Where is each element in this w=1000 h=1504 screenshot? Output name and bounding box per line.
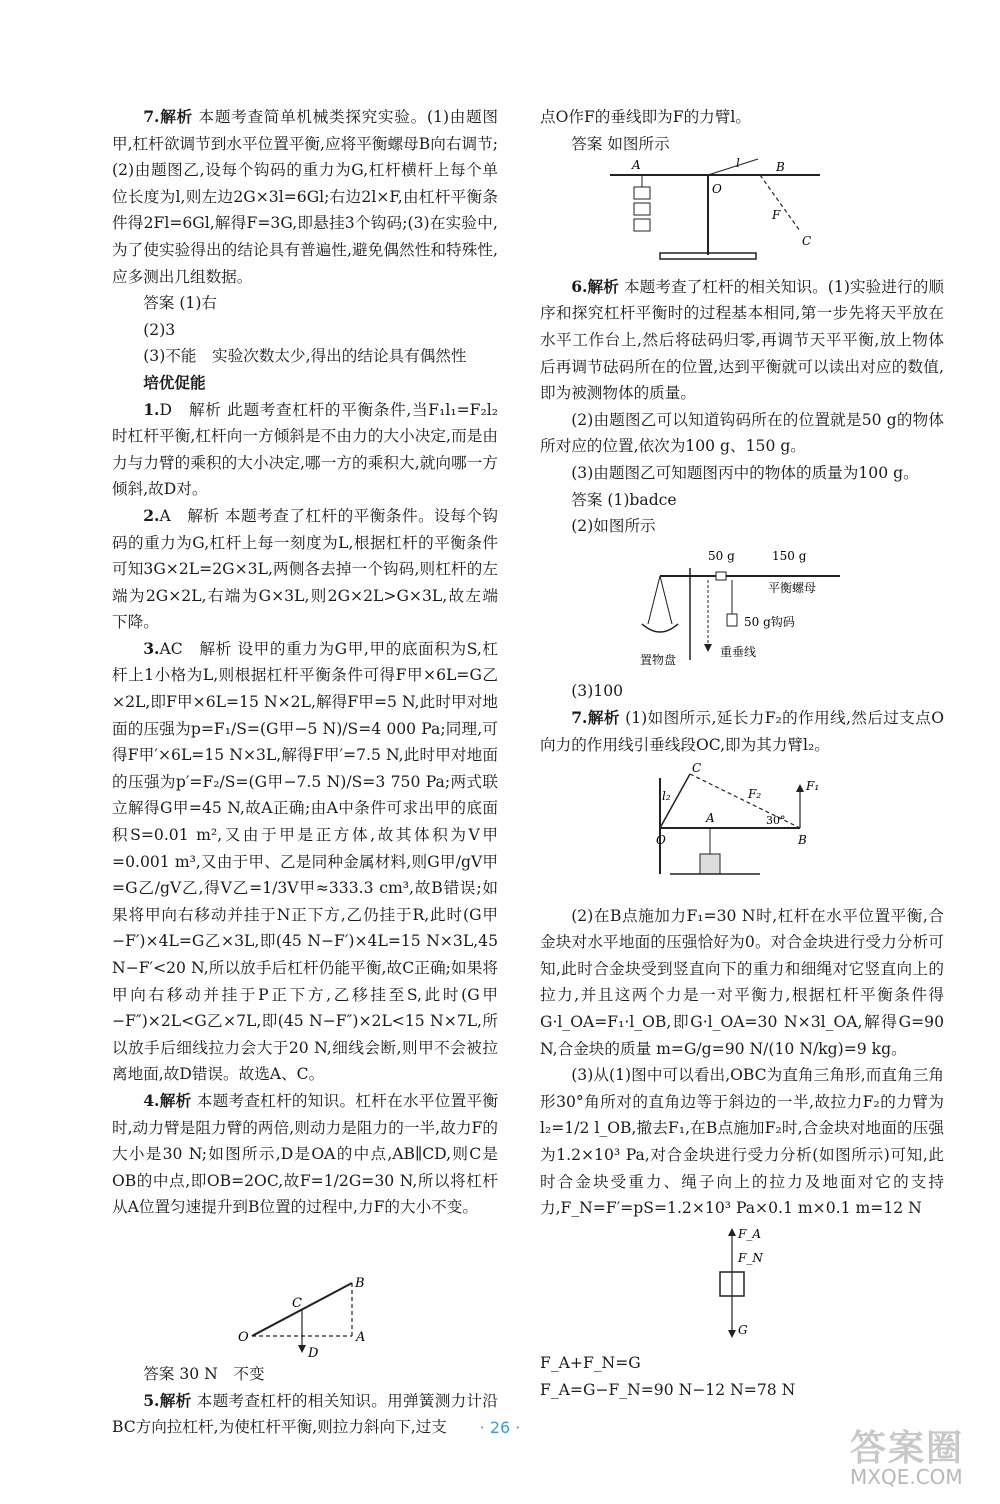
equation-2: F_A=G−F_N=90 N−12 N=78 N xyxy=(540,1381,796,1399)
svg-text:A: A xyxy=(706,811,715,826)
svg-text:F: F xyxy=(772,208,781,223)
q6-paragraph: 6.解析 本题考查了杠杆的相关知识。(1)实验进行的顺序和探究杠杆平衡时的过程基本相同,第一步先将天平放在水平工作台上,然后将砝码归零,再调节天平平衡,放上物体后再调节砝码所在的位置,达到平衡就可以读出对应的数值,即为被测物体的质量。 xyxy=(540,276,944,403)
svg-text:150 g: 150 g xyxy=(772,548,807,563)
lever-stand-figure xyxy=(540,157,944,265)
arm-line xyxy=(708,159,758,175)
force-diagram xyxy=(540,1222,944,1342)
q7-paragraph-3: (3)从(1)图中可以看出,OBC为直角三角形,而直角三角形30°角所对的直角边等于斜边的一半,故拉力F₂的力臂为l₂=1/2 l_OB,撤去F₁,在B点施加F₂时,合金块对地面的压强为1.2×10³ Pa,对合金块进行受力分析(如图所示)可知,此时合金块受重力、绳子向上的拉力及地面对它的支持力,F_N=F′=pS=1.2×10³ Pa×0.1 m×0.1 m=12 N xyxy=(540,1066,944,1218)
svg-text:F_A: F_A xyxy=(738,1226,761,1241)
q6-paragraph-2: (2)由题图乙可以知道钩码所在的位置就是50 g的物体所对应的位置,依次为100 g、150 g。 xyxy=(540,410,944,456)
page-number: · 26 · xyxy=(479,1418,521,1437)
balance-figure xyxy=(540,540,944,670)
q4-answer: 答案 30 N 不变 xyxy=(143,1364,265,1383)
q7-answer-2: (2)3 xyxy=(143,320,176,339)
rider xyxy=(716,572,726,580)
q6-answer-2: (2)如图所示 xyxy=(571,517,656,536)
weight-2 xyxy=(634,203,650,215)
svg-text:D: D xyxy=(308,1345,319,1361)
svg-text:平衡螺母: 平衡螺母 xyxy=(768,580,817,595)
svg-text:30°: 30° xyxy=(766,814,786,828)
svg-text:l: l xyxy=(736,157,740,171)
svg-text:O: O xyxy=(238,1329,249,1345)
g-arrowhead xyxy=(728,1330,736,1338)
svg-text:C: C xyxy=(692,761,702,776)
q6-answer-3: (3)100 xyxy=(571,682,624,701)
svg-text:l₂: l₂ xyxy=(662,789,671,804)
pan xyxy=(642,624,678,632)
q1-paragraph: 1.D 解析 此题考查杠杆的平衡条件,当F₁l₁=F₂l₂时杠杆平衡,杠杆向一方倾斜是不由力的大小决定,而是由力与力臂的乘积的大小决定,哪一方的乘积大,就向哪一方倾斜,故D对。 xyxy=(112,399,498,499)
svg-text:B: B xyxy=(798,833,807,848)
arrow-head xyxy=(298,1345,306,1353)
wall-lever-figure xyxy=(540,758,944,894)
alloy-block xyxy=(700,854,720,874)
q5-continuation: 点O作F的垂线即为F的力臂l。 xyxy=(540,108,751,126)
q3-paragraph: 3.AC 解析 设甲的重力为G甲,甲的底面积为S,杠杆上1小格为L,则根据杠杆平衡条件可得F甲×6L=G乙×2L,即F甲×6L=15 N×2L,解得F甲=5 N,此时甲对地面的压强为p=F₁/S=(G甲−5 N)/S=4 000 Pa;同理,可得F甲′×6L=15 N×3L,解得F甲′=7.5 N,此时甲对地面的压强为p′=F₂/S=(G甲−7.5 N)/S=3 750 Pa;两式联立解得G甲=45 N,故A正确;由A中条件可求出甲的底面积S=0.01 m²,又由于甲是正方体,故其体积为V甲=0.001 m³,又由于甲、乙是同种金属材料,则G甲/gV甲=G乙/gV乙,得V乙=1/3V甲≈333.3 cm³,故B错误;如果将甲向右移动并挂于N正下方,乙仍挂于R,此时(G甲−F′)×4L=G乙×3L,即(45 N−F′)×4L=15 N×3L,45 N−F′<20 N,所以放手后杠杆仍能平衡,故C正确;如果将甲向右移动并挂于P正下方,乙移挂至S,此时(G甲−F″)×2L<G乙×7L,即(45 N−F″)×2L<15 N×7L,所以放手后细线拉力会大于20 N,细线会断,则甲不会被拉离地面,故D错误。故选A、C。 xyxy=(112,638,498,1084)
q6-paragraph-3: (3)由题图乙可知题图丙中的物体的质量为100 g。 xyxy=(571,463,919,482)
svg-text:F_N: F_N xyxy=(738,1250,763,1265)
q7-paragraph-2: (2)在B点施加力F₁=30 N时,杠杆在水平位置平衡,合金块对水平地面的压强恰好为0。对合金块进行受力分析可知,此时合金块受到竖直向下的重力和细绳对它竖直向上的拉力,并且这两个力是一对平衡力,根据杠杆平衡条件得G·l_OA=F₁·l_OB,即G·l_OA=30 N×3l_OA,解得G=90 N,合金块的质量 m=G/g=90 N/(10 N/kg)=9 kg。 xyxy=(540,906,944,1058)
q2-paragraph: 2.A 解析 本题考查了杠杆的平衡条件。设每个钩码的重力为G,杠杆上每一刻度为L,根据杠杆的平衡条件可知3G×2L=2G×3L,两侧各去掉一个钩码,则杠杆的左端为2G×2L,右端为G×3L,则2G×2L>G×3L,故左端下降。 xyxy=(112,505,498,632)
section-heading: 培优促能 xyxy=(143,372,206,392)
svg-text:50 g钩码: 50 g钩码 xyxy=(744,614,795,629)
svg-text:50 g: 50 g xyxy=(708,548,735,563)
lever-triangle-figure xyxy=(112,1221,498,1361)
force-line xyxy=(760,175,800,231)
q7-paragraph: 7.解析 (1)如图所示,延长力F₂的作用线,然后过支点O向力的作用线引垂线段OC,即为其力臂l₂。 xyxy=(540,707,944,754)
svg-text:O: O xyxy=(656,833,666,848)
weight-1 xyxy=(634,187,650,199)
left-column xyxy=(112,104,498,1441)
svg-text:C: C xyxy=(802,234,812,249)
watermark-logo: 答案圈 MXQE.COM xyxy=(850,1428,965,1489)
q6-answer-1: 答案 (1)badce xyxy=(571,490,677,509)
plumb-bob xyxy=(704,644,712,652)
svg-text:B: B xyxy=(776,160,785,175)
f1-arrowhead xyxy=(796,784,804,792)
svg-text:F₂: F₂ xyxy=(748,787,762,802)
q7-answer-1: 答案 (1)右 xyxy=(143,294,218,313)
weight-3 xyxy=(634,219,650,231)
q4-paragraph: 4.解析 本题考查杠杆的知识。杠杆在水平位置平衡时,动力臂是阻力臂的两倍,则动力是阻力的一半,故力F的大小是30 N;如图所示,D是OA的中点,AB∥CD,则C是OB的中点,即OB=2OC,故F=1/2G=30 N,所以将杠杆从A位置匀速提升到B位置的过程中,力F的大小不变。 xyxy=(112,1090,498,1217)
right-column xyxy=(540,104,944,1404)
svg-text:A: A xyxy=(632,158,641,173)
pan-string-left xyxy=(648,576,660,624)
q5-answer: 答案 如图所示 xyxy=(571,134,670,153)
q5-paragraph: 5.解析 本题考查杠杆的相关知识。用弹簧测力计沿BC方向拉杠杆,为使杠杆平衡,则拉力斜向下,过支 xyxy=(112,1390,498,1437)
svg-text:G: G xyxy=(738,1322,748,1337)
equation-1: F_A+F_N=G xyxy=(540,1354,641,1373)
q7-answer-3: (3)不能 实验次数太少,得出的结论具有偶然性 xyxy=(143,347,467,366)
fa-arrowhead xyxy=(728,1228,736,1236)
svg-text:C: C xyxy=(292,1295,302,1311)
svg-text:A: A xyxy=(356,1329,366,1345)
hook-weight xyxy=(727,614,737,626)
svg-text:F₁: F₁ xyxy=(806,779,820,794)
svg-text:置物盘: 置物盘 xyxy=(640,652,677,667)
q7-paragraph: 7.解析 本题考查简单机械类探究实验。(1)由题图甲,杠杆欲调节到水平位置平衡,应将平衡螺母B向右调节;(2)由题图乙,设每个钩码的重力为G,杠杆横杆上每个单位长度为l,则左边2G×3l=6Gl;右边2l×F,由杠杆平衡条件得2Fl=6Gl,解得F=3G,即悬挂3个钩码;(3)在实验中,为了使实验得出的结论具有普遍性,避免偶然性和特殊性,应多测出几组数据。 xyxy=(112,107,498,286)
pan-string-right xyxy=(660,576,672,624)
svg-text:重垂线: 重垂线 xyxy=(720,644,757,659)
svg-text:O: O xyxy=(712,182,722,197)
svg-text:B: B xyxy=(355,1275,365,1291)
